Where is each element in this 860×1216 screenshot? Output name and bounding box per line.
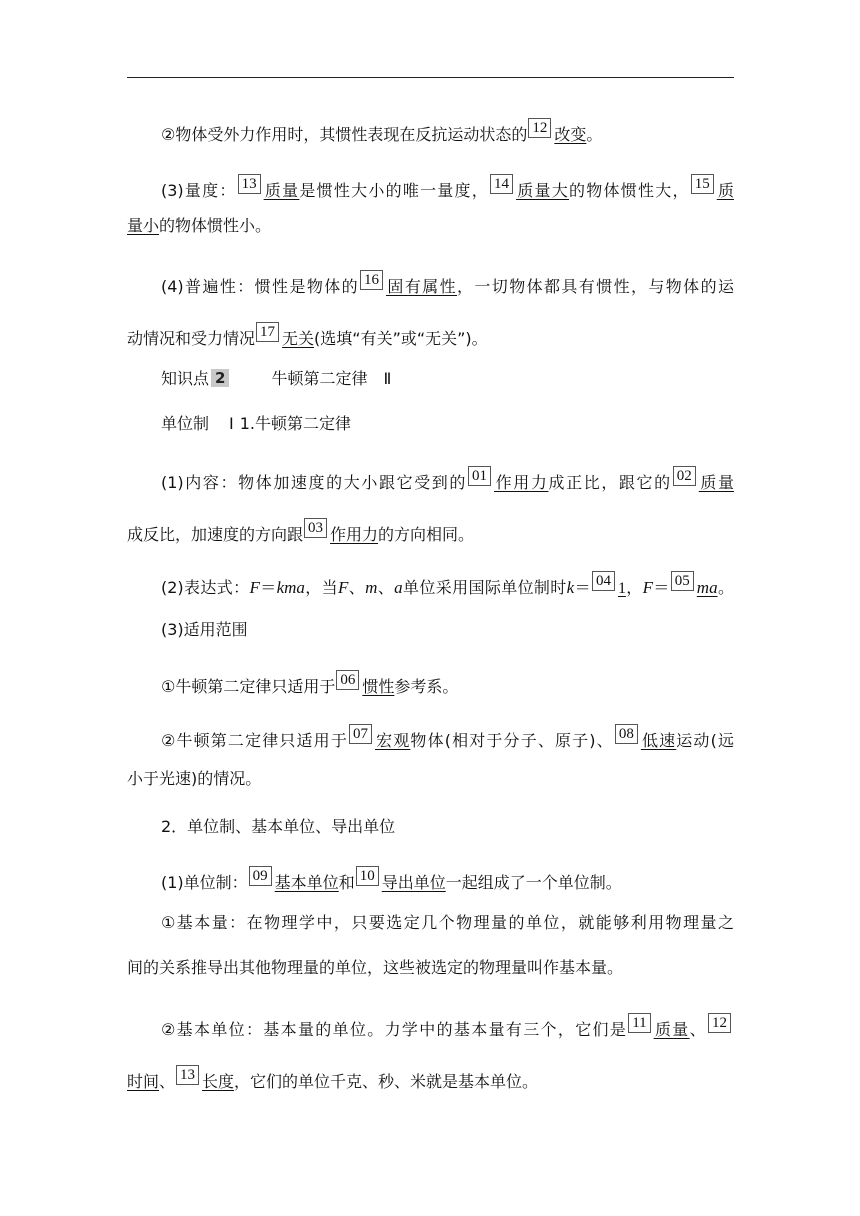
text: 物体(相对于分子、原子)、 bbox=[410, 731, 614, 750]
blank-number: 12 bbox=[708, 1013, 731, 1033]
answer: 质 bbox=[716, 181, 734, 200]
text: 2．单位制、基本单位、导出单位 bbox=[161, 817, 396, 836]
text: ，它们的单位千克、秒、米就是基本单位。 bbox=[234, 1072, 539, 1091]
formula-var: F bbox=[338, 578, 349, 597]
formula-var: F bbox=[249, 578, 260, 597]
blank-number: 12 bbox=[528, 118, 551, 138]
answer: 宏观 bbox=[374, 731, 411, 750]
paragraph-universality-line2 bbox=[127, 322, 734, 351]
text: 。 bbox=[586, 125, 603, 144]
text: 运动(远 bbox=[676, 731, 734, 750]
paragraph-scope-heading bbox=[161, 618, 734, 642]
paragraph-macro-lowspeed-line2 bbox=[127, 767, 734, 791]
heading-text: 1.牛顿第二定律 bbox=[239, 414, 352, 433]
paragraph-base-quantity-line2 bbox=[127, 956, 734, 980]
blank-number: 17 bbox=[256, 322, 279, 342]
paragraph-base-unit-line2 bbox=[127, 1065, 734, 1094]
formula-var: m bbox=[365, 578, 378, 597]
answer: 质量 bbox=[653, 1020, 690, 1039]
answer: 导出单位 bbox=[381, 873, 446, 892]
text: (3)量度： bbox=[161, 181, 237, 200]
answer: 质量 bbox=[263, 181, 300, 200]
text: 的方向相同。 bbox=[378, 525, 475, 544]
text: 的物体惯性小。 bbox=[159, 216, 272, 235]
blank-number: 01 bbox=[468, 466, 491, 486]
blank-number: 13 bbox=[176, 1065, 199, 1085]
formula-var: k bbox=[566, 578, 575, 597]
answer: 质量 bbox=[698, 473, 734, 492]
unit-system-heading bbox=[161, 412, 734, 437]
answer: 1 bbox=[617, 580, 626, 597]
formula-var: a bbox=[394, 578, 403, 597]
paragraph-expression bbox=[161, 571, 734, 601]
answer: 改变 bbox=[554, 125, 587, 144]
answer: ma bbox=[696, 578, 718, 597]
text: 。 bbox=[717, 578, 734, 597]
text: 、 bbox=[348, 578, 366, 597]
text: 、 bbox=[377, 578, 395, 597]
answer: 时间 bbox=[127, 1072, 160, 1091]
text: ＝ bbox=[574, 578, 591, 597]
paragraph-unit-system bbox=[161, 866, 734, 895]
text: ，当 bbox=[304, 578, 339, 597]
answer: 长度 bbox=[202, 1072, 235, 1091]
blank-number: 16 bbox=[360, 270, 383, 290]
level-mark: Ⅱ bbox=[383, 371, 392, 388]
answer: 质量大 bbox=[516, 181, 570, 200]
blank-number: 03 bbox=[304, 518, 327, 538]
blank-number: 15 bbox=[691, 174, 714, 194]
paragraph-measure-line1 bbox=[161, 174, 734, 203]
answer: 作用力 bbox=[330, 525, 379, 544]
text: ②基本单位：基本量的单位。力学中的基本量有三个，它们是 bbox=[161, 1020, 628, 1039]
paragraph-measure-line2 bbox=[127, 214, 734, 238]
level-mark: Ⅰ bbox=[229, 416, 234, 433]
heading-text: 知识点 bbox=[161, 369, 210, 388]
blank-number: 13 bbox=[238, 174, 261, 194]
blank-number: 10 bbox=[356, 866, 379, 886]
paragraph-inertia-manifestation bbox=[161, 118, 734, 147]
blank-number: 04 bbox=[592, 571, 615, 591]
blank-number: 02 bbox=[673, 466, 696, 486]
knowledge-point-badge: 2 bbox=[211, 369, 229, 387]
text: 是惯性大小的唯一量度， bbox=[299, 181, 490, 200]
header-rule bbox=[127, 77, 734, 78]
text: (选填“有关”或“无关”)。 bbox=[314, 329, 488, 348]
text: ①牛顿第二定律只适用于 bbox=[161, 677, 336, 696]
text: 间的关系推导出其他物理量的单位，这些被选定的物理量叫作基本量。 bbox=[127, 958, 624, 977]
text: 动情况和受力情况 bbox=[127, 329, 256, 348]
formula-var: kma bbox=[276, 578, 305, 597]
text: 小于光速)的情况。 bbox=[127, 769, 262, 788]
text: (2)表达式： bbox=[161, 578, 250, 597]
answer: 量小 bbox=[127, 216, 160, 235]
paragraph-inertial-frame bbox=[161, 670, 734, 699]
answer: 作用力 bbox=[494, 473, 549, 492]
text: (4)普遍性：惯性是物体的 bbox=[161, 277, 360, 296]
section-unit-system-heading bbox=[161, 815, 734, 839]
text: (1)单位制： bbox=[161, 873, 248, 892]
text: 参考系。 bbox=[394, 677, 459, 696]
text: ，一切物体都具有惯性，与物体的运 bbox=[457, 277, 734, 296]
text: ＝ bbox=[259, 578, 277, 597]
text: ， bbox=[625, 578, 643, 597]
text: 成正比，跟它的 bbox=[548, 473, 672, 492]
text: ②牛顿第二定律只适用于 bbox=[161, 731, 348, 750]
blank-number: 11 bbox=[628, 1013, 650, 1033]
text: 和 bbox=[338, 873, 355, 892]
answer: 低速 bbox=[640, 731, 677, 750]
blank-number: 06 bbox=[336, 670, 359, 690]
answer: 基本单位 bbox=[274, 873, 339, 892]
blank-number: 14 bbox=[490, 174, 513, 194]
text: ①基本量：在物理学中，只要选定几个物理量的单位，就能够利用物理量之 bbox=[161, 913, 734, 932]
knowledge-point-heading bbox=[161, 367, 734, 392]
text: 、 bbox=[689, 1020, 707, 1039]
text: ②物体受外力作用时，其惯性表现在反抗运动状态的 bbox=[161, 125, 528, 144]
paragraph-content-line1 bbox=[161, 466, 734, 495]
blank-number: 07 bbox=[349, 724, 372, 744]
paragraph-content-line2 bbox=[127, 518, 734, 547]
paragraph-base-unit-line1 bbox=[161, 1013, 734, 1042]
text: 的物体惯性大， bbox=[569, 181, 690, 200]
blank-number: 08 bbox=[615, 724, 638, 744]
blank-number: 05 bbox=[671, 571, 694, 591]
text: 单位采用国际单位制时 bbox=[402, 578, 567, 597]
text: (1)内容：物体加速度的大小跟它受到的 bbox=[161, 473, 468, 492]
text: 一起组成了一个单位制。 bbox=[445, 873, 622, 892]
paragraph-universality-line1 bbox=[161, 270, 734, 299]
heading-text: 牛顿第二定律 bbox=[271, 369, 368, 388]
text: ＝ bbox=[653, 578, 670, 597]
formula-var: F bbox=[642, 578, 654, 597]
paragraph-macro-lowspeed-line1 bbox=[161, 724, 734, 753]
blank-number: 09 bbox=[249, 866, 272, 886]
text: 、 bbox=[159, 1072, 176, 1091]
paragraph-base-quantity-line1 bbox=[161, 911, 734, 935]
answer: 固有属性 bbox=[386, 277, 458, 296]
answer: 无关 bbox=[282, 329, 315, 348]
heading-text: 单位制 bbox=[161, 414, 210, 433]
answer: 惯性 bbox=[362, 677, 395, 696]
text: 成反比，加速度的方向跟 bbox=[127, 525, 304, 544]
text: (3)适用范围 bbox=[161, 620, 248, 639]
